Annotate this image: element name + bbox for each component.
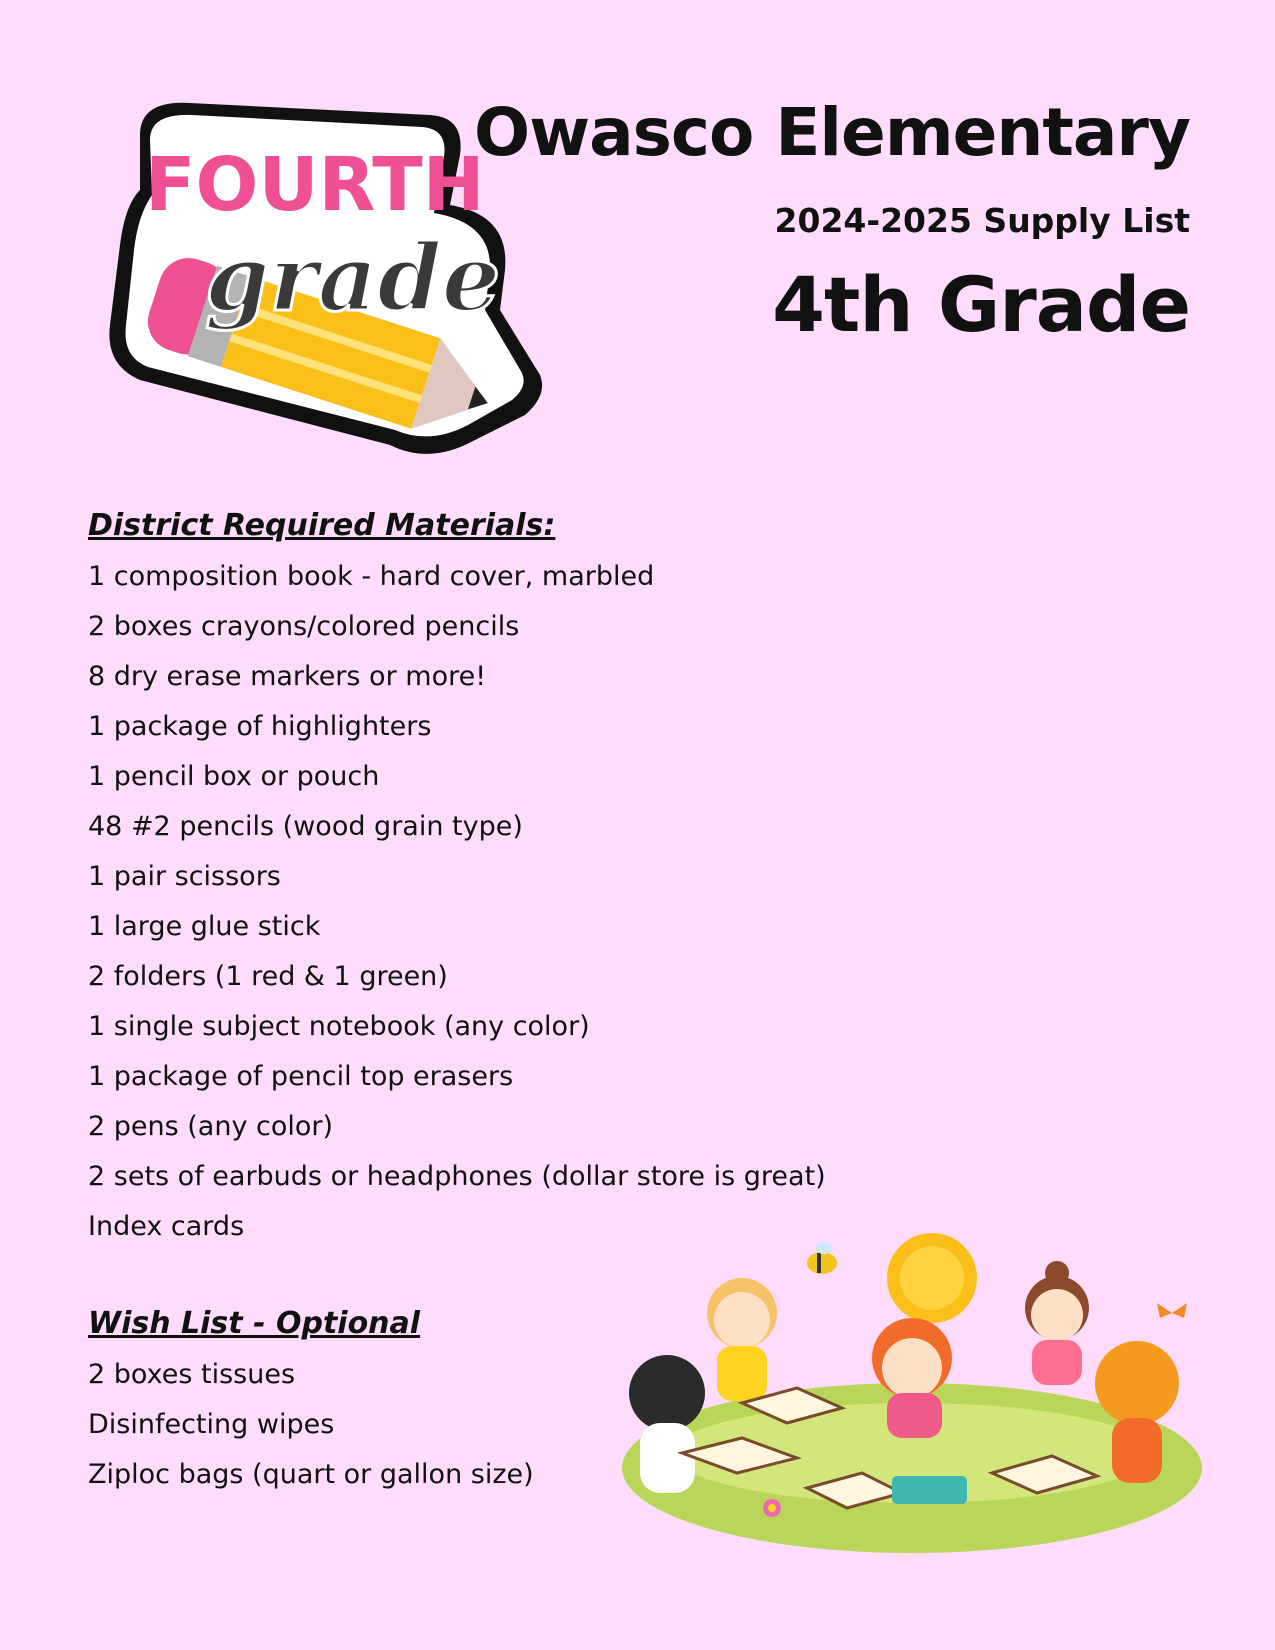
wishlist-section [88,1306,534,1508]
logo-grade-text: grade [205,224,501,332]
sun-icon [887,1233,977,1323]
list-item: 2 boxes crayons/colored pencils [88,611,520,642]
kid-bun [1025,1261,1089,1385]
list-item: 1 package of pencil top erasers [88,1061,514,1092]
list-item: 1 pencil box or pouch [88,761,380,792]
required-title: District Required Materials: [88,508,556,543]
required-section [88,508,826,1260]
list-item: Index cards [88,1211,245,1242]
list-item: 2 boxes tissues [88,1359,296,1390]
header [474,94,1190,349]
required-list [88,560,826,1260]
list-item: Disinfecting wipes [88,1409,335,1440]
list-item: 1 large glue stick [88,911,321,942]
list-item: 1 composition book - hard cover, marbled [88,561,655,592]
supply-list-title: 2024-2025 Supply List [774,201,1190,240]
list-item: 1 pair scissors [88,861,281,892]
kids-reading-illustration [612,1218,1212,1558]
bee-icon [807,1242,837,1274]
list-item: 2 pens (any color) [88,1111,334,1142]
list-item: 48 #2 pencils (wood grain type) [88,811,523,842]
kid-blonde [707,1278,777,1401]
list-item: Ziploc bags (quart or gallon size) [88,1459,534,1490]
list-item: 2 sets of earbuds or headphones (dollar store is great) [88,1161,826,1192]
grade-title: 4th Grade [772,260,1190,349]
list-item: 2 folders (1 red & 1 green) [88,961,448,992]
list-item: 8 dry erase markers or more! [88,661,487,692]
wishlist-title: Wish List - Optional [88,1306,421,1341]
list-item: 1 single subject notebook (any color) [88,1011,590,1042]
logo-fourth-text: FOURTH [145,142,485,228]
school-name: Owasco Elementary [474,94,1190,171]
wishlist-list [88,1358,534,1508]
list-item: 1 package of highlighters [88,711,432,742]
butterfly-icon [1157,1303,1187,1318]
